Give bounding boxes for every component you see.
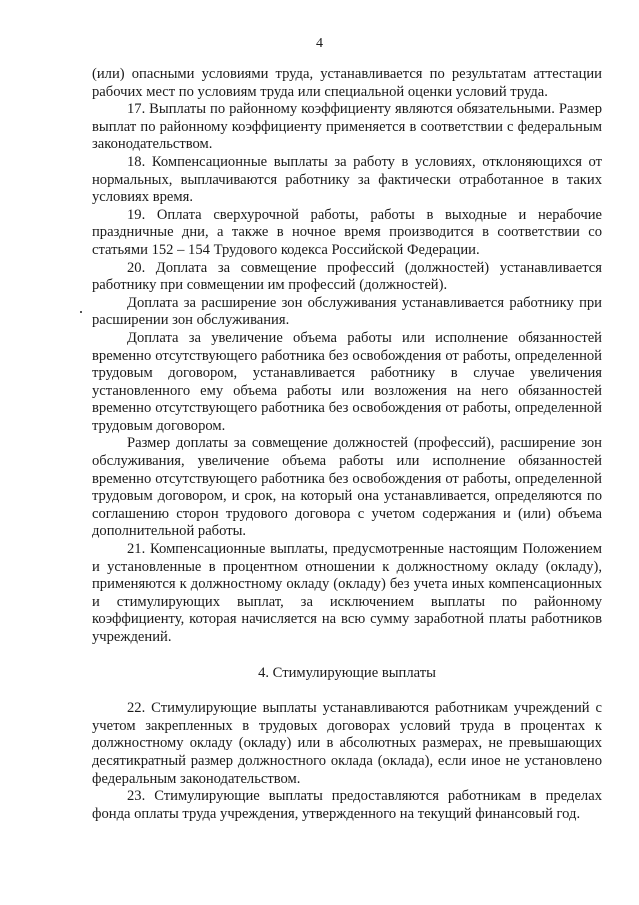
paragraph-continuation: (или) опасными условиями труда, устанавливается по результатам аттестации рабочих мест по условиям труда или специальной оценки условий труда. (92, 66, 602, 100)
paragraph-volume-increase: Доплата за увеличение объема работы или исполнение обязанностей временно отсутствующего работника без освобождения от работы, определенной трудовым договором, устанавливается работнику в случае увеличения установленного ему объема работы или возложения на него обязанностей временно отсутствующего работника без освобождения от работы, определенной трудовым договором. (92, 329, 602, 434)
page-number: 4 (316, 36, 323, 51)
paragraph-17: 17. Выплаты по районному коэффициенту являются обязательными. Размер выплат по районному коэффициенту применяется в соответствии с федеральным законодательством. (92, 101, 602, 153)
paragraph-surcharge-size: Размер доплаты за совмещение должностей (профессий), расширение зон обслуживания, увеличение объема работы или исполнение обязанностей временно отсутствующего работника без освобождения от работы, определенной трудовым договором, и срок, на который она устанавливается, определяются по соглашению сторон трудового договора с учетом содержания и (или) объема дополнительной работы. (92, 435, 602, 540)
paragraph-22: 22. Стимулирующие выплаты устанавливаются работникам учреждений с учетом закрепленных в трудовых договорах условий труда в процентах к должностному окладу (окладу) или в абсолютных размерах, не превышающих десятикратный размер должностного оклада (оклада), если иное не установлено федеральным законодательством. (92, 700, 602, 787)
paragraph-zone-expansion: Доплата за расширение зон обслуживания устанавливается работнику при расширении зон обслуживания. (92, 294, 602, 329)
paragraph-23: 23. Стимулирующие выплаты предоставляются работникам в пределах фонда оплаты труда учреждения, утвержденного на текущий финансовый год. (92, 788, 602, 822)
scan-dot (80, 311, 82, 313)
paragraph-18: 18. Компенсационные выплаты за работу в условиях, отклоняющихся от нормальных, выплачиваются работнику за фактически отработанное в таких условиях время. (92, 153, 602, 206)
paragraph-21: 21. Компенсационные выплаты, предусмотренные настоящим Положением и установленные в процентном отношении к должностному окладу (окладу), применяются к должностному окладу (окладу) без учета иных компенсационных и стимулирующих выплат, за исключением выплаты по районному коэффициенту, которая начисляется на всю сумму заработной платы работников учреждений. (92, 541, 602, 645)
document-body (92, 66, 602, 823)
section-heading: 4. Стимулирующие выплаты (258, 664, 436, 681)
paragraph-20: 20. Доплата за совмещение профессий (должностей) устанавливается работнику при совмещении им профессий (должностей). (92, 259, 602, 294)
paragraph-19: 19. Оплата сверхурочной работы, работы в выходные и нерабочие праздничные дни, а также в ночное время производится в соответствии со статьями 152 – 154 Трудового кодекса Российской Федерации. (92, 206, 602, 258)
